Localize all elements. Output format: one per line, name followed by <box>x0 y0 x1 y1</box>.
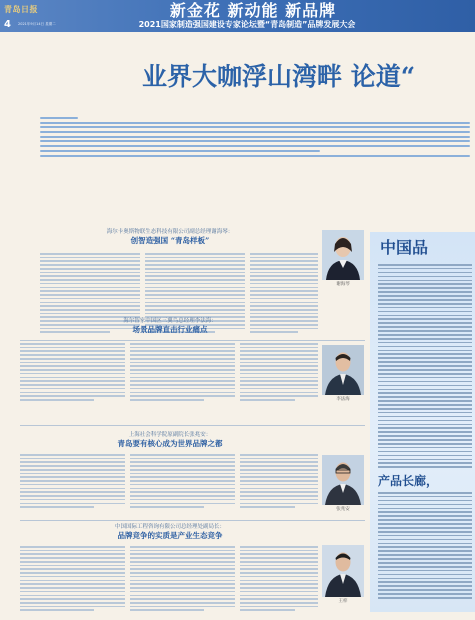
photo-caption: 张兆安 <box>336 507 350 512</box>
speaker-intro: 中国国际工程咨询有限公司总经理处副局长： <box>114 524 225 530</box>
sidebar-title: 产品长廊， <box>378 474 439 488</box>
article-column <box>240 343 318 403</box>
section-divider <box>20 340 365 341</box>
section-headline: 场景品牌直击行业痛点 <box>132 325 208 334</box>
section-heading <box>20 318 320 335</box>
header-band <box>0 0 475 32</box>
article-column <box>20 343 125 403</box>
section-heading <box>20 432 320 449</box>
section-headline: 青岛要有核心成为世界品牌之都 <box>117 439 223 448</box>
article-column <box>130 343 235 403</box>
article-column <box>130 454 235 510</box>
speaker-intro: 海尔卡奥斯物联生态科技有限公司副总经理谢海琴： <box>106 229 234 235</box>
speaker-photo <box>322 230 364 280</box>
sidebar-title: 中国品 <box>380 238 429 257</box>
banner-subtitle: 2021国家制造强国建设专家论坛暨“青岛制造”品牌发展大会 <box>138 20 356 29</box>
speaker-photo <box>322 455 364 505</box>
section-divider <box>20 425 365 426</box>
newspaper-logo: 青岛日报 <box>4 4 38 14</box>
photo-caption: 李法海 <box>336 397 350 402</box>
main-headline: 业界大咖浮山湾畔 论道“ <box>142 63 416 91</box>
article-column <box>20 454 125 510</box>
section-headline: 品牌竞争的实质是产业生态竞争 <box>117 531 223 540</box>
sidebar-article <box>378 264 472 470</box>
section-divider <box>20 520 365 521</box>
page-number: 4 <box>4 19 11 30</box>
article-column <box>240 454 318 510</box>
sidebar-article <box>378 492 472 601</box>
speaker-intro: 上海社会科学院原副院长张兆安： <box>128 432 212 438</box>
photo-caption: 谢海琴 <box>336 282 350 287</box>
article-column <box>240 546 318 613</box>
photo-caption: 王梓 <box>338 599 348 604</box>
issue-date: 2021年9月14日 星期二 <box>18 22 56 26</box>
article-column <box>130 546 235 613</box>
speaker-intro: 海尔智家中国区三翼鸟总经理李法海： <box>123 318 217 324</box>
speaker-photo <box>322 345 364 395</box>
lead-paragraph <box>40 117 470 167</box>
section-heading <box>20 229 320 246</box>
banner-title: 新金花 新动能 新品牌 <box>169 1 337 20</box>
section-headline: 创智造强国 “青岛样板” <box>130 236 210 245</box>
speaker-photo <box>322 545 364 597</box>
article-column <box>20 546 125 613</box>
section-heading <box>20 524 320 541</box>
